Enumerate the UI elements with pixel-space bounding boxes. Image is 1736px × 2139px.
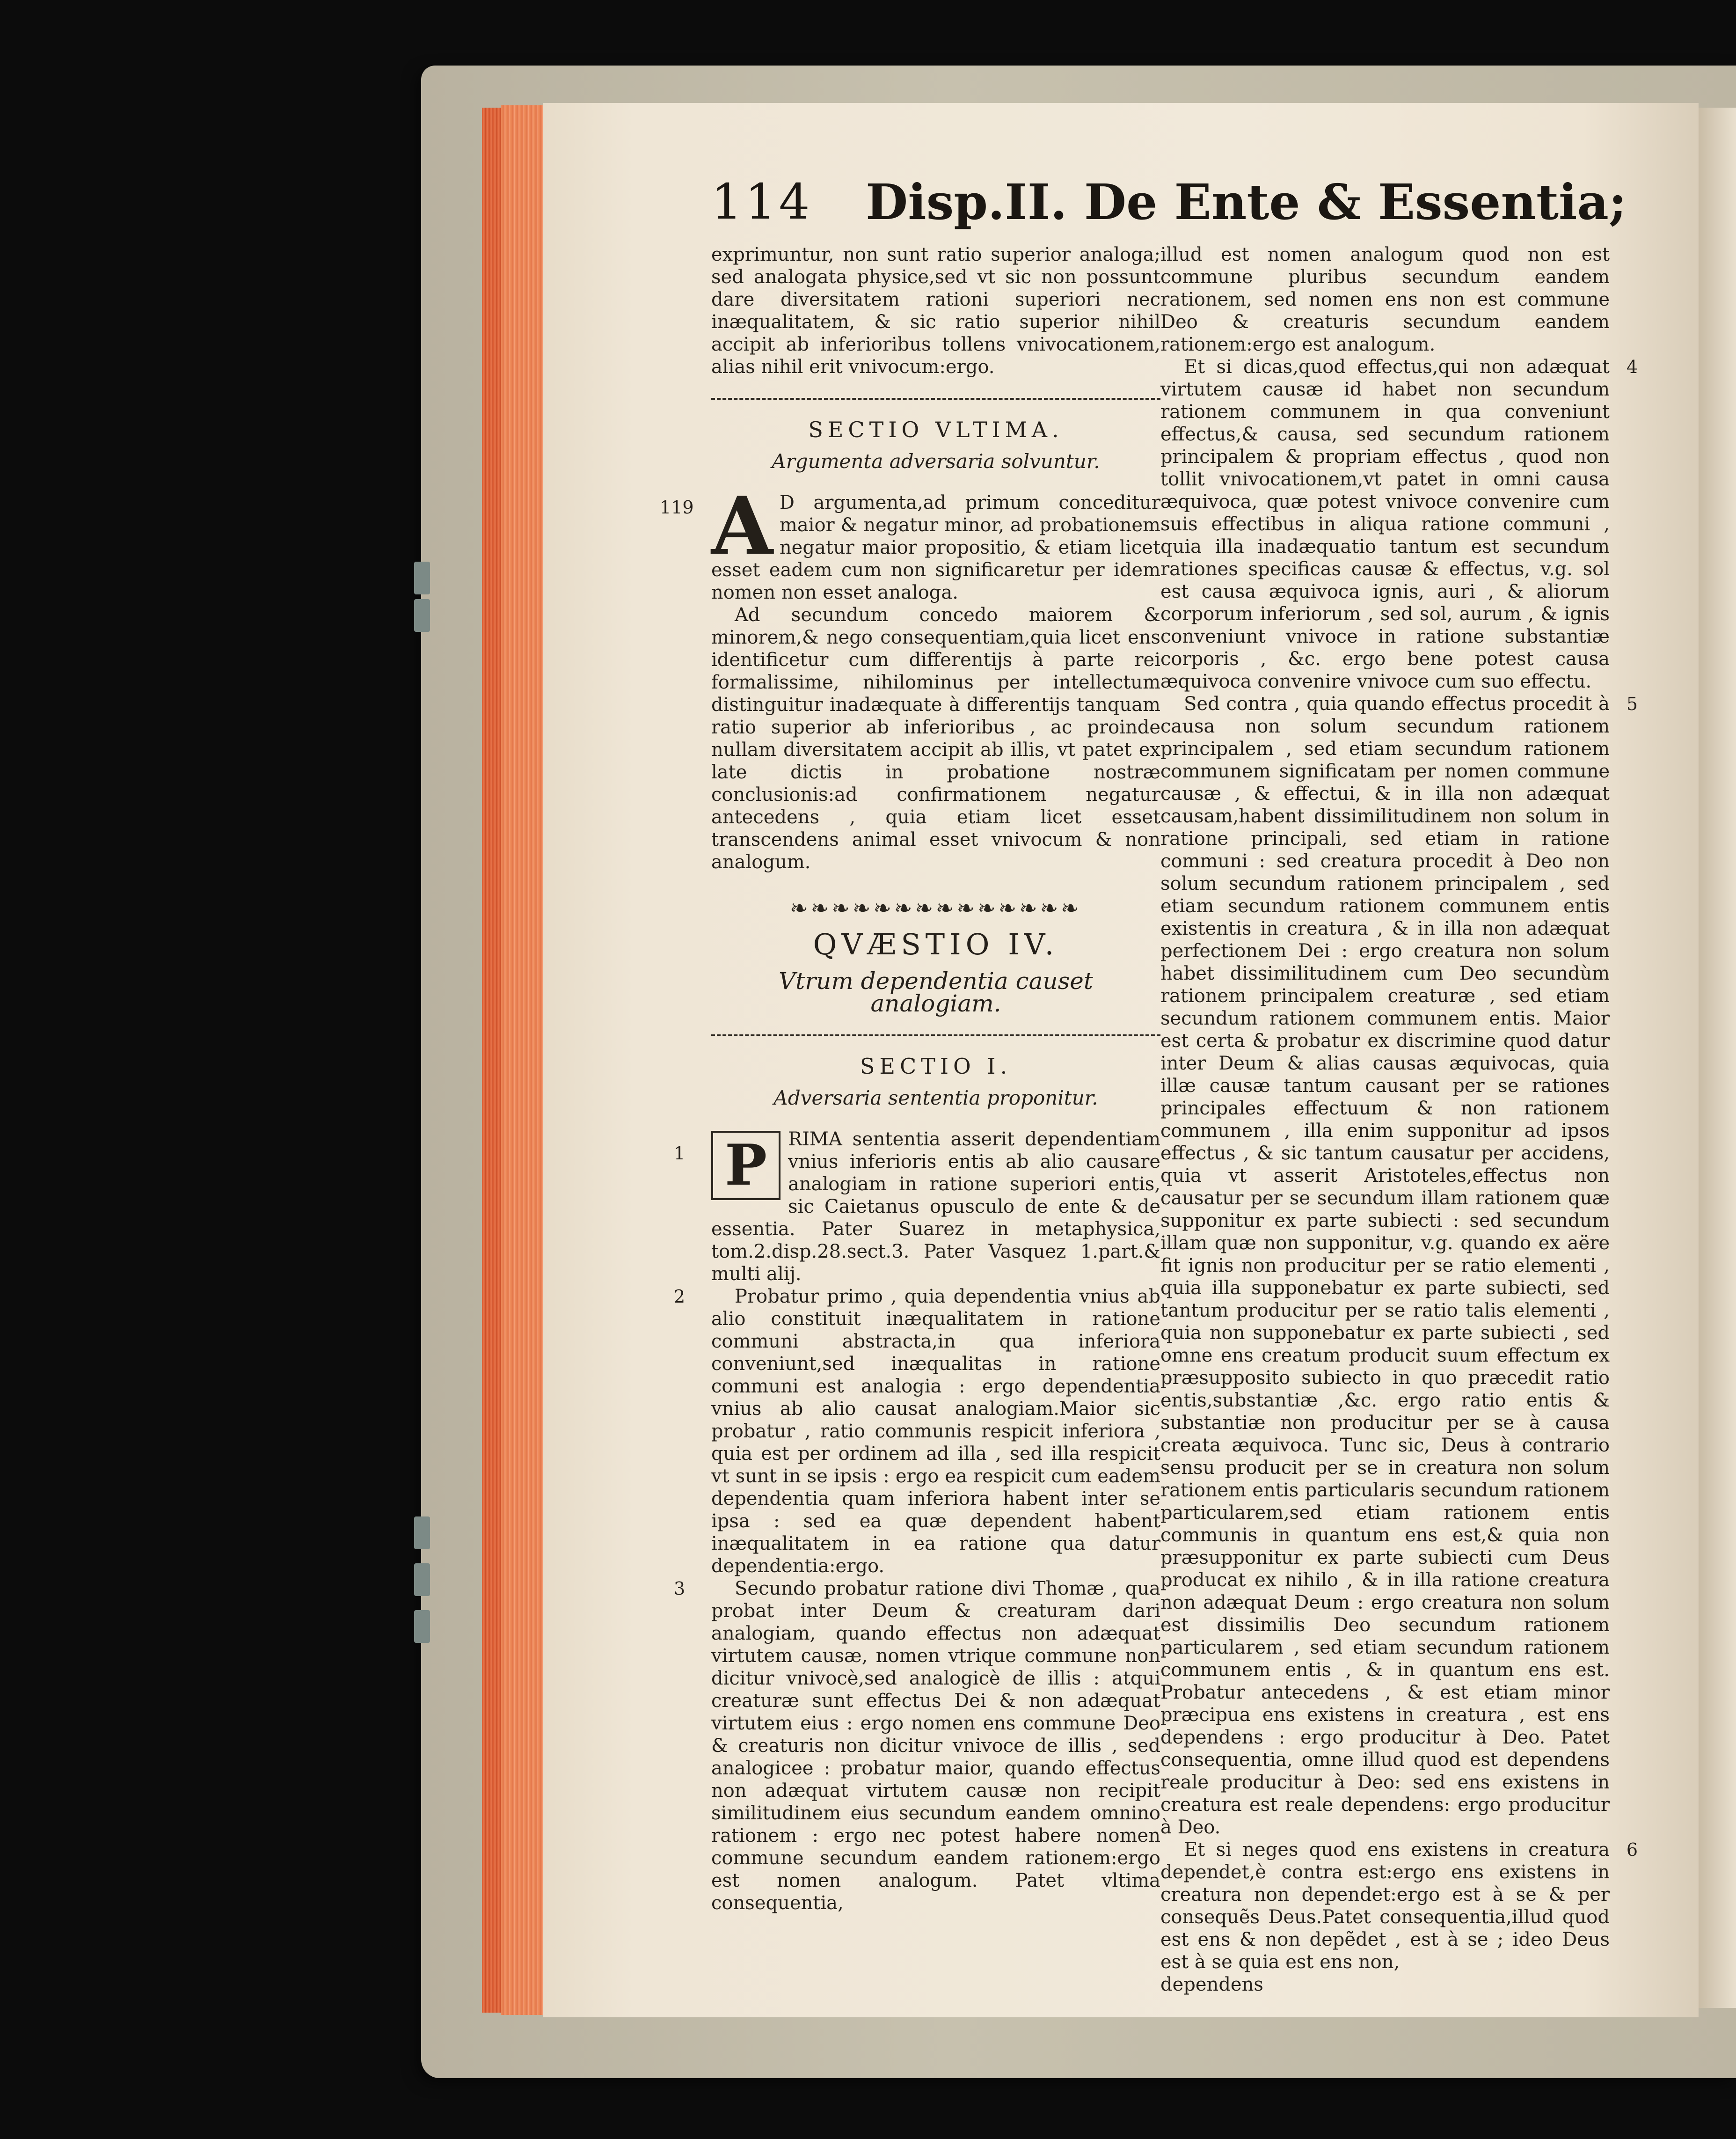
margin-number: 6 <box>1626 1839 1638 1860</box>
paragraph: RIMA sententia asserit dependentiam vnius inferioris entis ab alio causare analogiam in ratione superiori entis, sic Caietanus opusculo de ente & de essentia. Pater Suarez in metaphysica, tom.2.disp.28.sect.3. Pater Vasquez 1.part.& multi alij. <box>711 1128 1160 1285</box>
clasp <box>414 1563 430 1596</box>
divider <box>711 1034 1160 1036</box>
margin-number: 1 <box>674 1143 686 1164</box>
left-column <box>660 243 1160 1914</box>
paragraph-block <box>1160 693 1638 1839</box>
facing-page-edge <box>1699 108 1736 2008</box>
paragraph: exprimuntur, non sunt ratio superior analoga; sed analogata physice,sed vt sic non possunt dare diversitatem rationi superiori nec inæqualitatem, & sic ratio superior nihil accipit ab inferioribus tollens vnivocationem, alias nihil erit vnivocum:ergo. <box>711 244 1160 378</box>
clasp <box>414 599 430 632</box>
margin-number: 3 <box>674 1578 686 1599</box>
right-column <box>1160 243 1638 1996</box>
section-subtitle: Adversaria sententia proponitur. <box>773 1086 1098 1109</box>
paragraph-block <box>674 1577 1160 1914</box>
page-edges <box>501 105 543 2015</box>
catchword: dependens <box>1160 1974 1263 1995</box>
ornament-band: ❧❧❧❧❧❧❧❧❧❧❧❧❧❧ <box>790 895 1082 921</box>
drop-cap: A <box>711 479 773 573</box>
paragraph-block <box>674 1128 1160 1285</box>
book-page <box>543 103 1699 2017</box>
question-heading: QVÆSTIO IV. <box>813 927 1059 961</box>
paragraph: Sed contra , quia quando effectus procedit à causa non solum secundum rationem principalem , sed etiam secundum rationem communem significatam per nomen commune causæ , & effectui, & in illa non adæquat causam,habent dissimilitudinem non solum in ratione principali, sed etiam in ratione communi : sed creatura procedit à Deo non solum secundum rationem principalem , sed etiam secundum rationem communem entis existentis in creatura , & in illa non adæquat perfectionem Dei : ergo creatura non solum habet dissimilitudinem cum Deo secundùm rationem principalem creaturæ , sed etiam secundum rationem communem entis. Maior est certa & probatur ex discrimine quod datur inter Deum & alias causas æquivocas, quia illæ causæ tantum causant per se rationes principales effectuum & non rationem communem , illa enim supponitur ad ipsos effectus , & sic tantum causatur per accidens, quia vt asserit Aristoteles,effectus non causatur per se secundum illam rationem quæ supponitur ex parte subiecti : sed secundum illam quæ non supponitur, v.g. quando ex aëre fit ignis non producitur per se ratio elementi , quia illa supponebatur ex parte subiecti, sed tantum producitur per se ratio talis elementi , quia non supponebatur ex parte subiecti , sed omne ens creatum producit suum effectum ex præsupposito subiecto in quo præcedit ratio entis,substantiæ ,&c. ergo ratio entis & substantiæ non producitur per se à causa creata æquivoca. Tunc sic, Deus à contrario sensu producit per se in creatura non solum rationem entis particularis secundum rationem particularem,sed etiam rationem entis communis in quantum ens est,& quia non præsupponitur ex parte subiecti cum Deus producat ex nihilo , & in illa ratione creatura non adæquat Deum : ergo creatura non solum est dissimilis Deo secundum rationem particularem , sed etiam secundum rationem communem entis , & in quantum ens est. Probatur antecedens , & est etiam minor præcipua ens existens in creatura , est ens dependens : ergo producitur à Deo. Patet consequentia, omne illud quod est dependens reale producitur à Deo: sed ens existens in creatura est reale dependens: ergo producitur à Deo. <box>1160 693 1610 1838</box>
divider <box>711 398 1160 400</box>
margin-number: 2 <box>674 1286 686 1307</box>
section-heading: SECTIO I. <box>860 1054 1012 1079</box>
paragraph: Probatur primo , quia dependentia vnius ab alio constituit inæqualitatem in ratione communi abstracta,in qua inferiora conveniunt,sed inæqualitas in ratione communi est analogia : ergo dependentia vnius ab alio causat analogiam.Maior sic probatur , ratio communis respicit inferiora , quia est per ordinem ad illa , sed illa respicit vt sunt in se ipsis : ergo ea respicit cum eadem dependentia quam inferiora habent inter se ipsa : sed ea quæ dependent habent inæqualitatem in ea ratione qua datur dependentia:ergo. <box>711 1286 1160 1577</box>
paragraph: Et si neges quod ens existens in creatura dependet,è contra est:ergo ens existens in creatura non dependet:ergo est à se & per consequẽs Deus.Patet consequentia,illud quod est ens & non depẽdet , est à se ; ideo Deus est à se quia est ens non, <box>1160 1839 1610 1973</box>
page-header <box>711 173 1666 234</box>
paragraph: Ad secundum concedo maiorem & minorem,& nego consequentiam,quia licet ens identificetur cum differentijs à parte rei formalissime, nihilominus per intellectum distinguitur inadæquate à differentijs tanquam ratio superior ab inferioribus , ac proinde nullam diversitatem accipit ab illis, vt patet ex late dictis in probatione nostræ conclusionis:ad confirmationem negatur antecedens , quia etiam licet esset transcendens animal esset vnivocum & non analogum. <box>711 604 1160 873</box>
paragraph-block <box>1160 356 1638 693</box>
paragraph: Secundo probatur ratione divi Thomæ , qua probat inter Deum & creaturam dari analogiam, quando effectus non adæquat virtutem causæ, nomen vtrique commune non dicitur vnivocè,sed analogicè de illis : atqui creaturæ sunt effectus Dei & non adæquat virtutem eius : ergo nomen ens commune Deo & creaturis non dicitur vnivoce de illis , sed analogicee : probatur maior, quando effectus non adæquat virtutem causæ non recipit similitudinem eius secundum eandem omnino rationem : ergo nec potest habere nomen commune secundum eandem rationem:ergo est nomen analogum. Patet vltima consequentia, <box>711 1578 1160 1914</box>
paragraph-block <box>674 1285 1160 1577</box>
paragraph-block <box>660 479 1160 604</box>
section-subtitle: Argumenta adversaria solvuntur. <box>772 450 1100 473</box>
clasp <box>414 1516 430 1549</box>
question-title: Vtrum dependentia causet analogiam. <box>779 967 1093 1017</box>
margin-number: 119 <box>660 497 694 518</box>
clasp <box>414 1610 430 1643</box>
paragraph: Et si dicas,quod effectus,qui non adæquat virtutem causæ id habet non secundum rationem communem in qua conveniunt effectus,& causa, sed secundum rationem principalem & propriam effectus , quod non tollit vnivocationem,vt patet in omni causa æquivoca, quæ potest vnivoce convenire cum suis effectibus in aliqua ratione communi , quia illa inadæquatio tantum est secundum rationes specificas causæ & effectus, v.g. sol est causa æquivoca ignis, auri , & aliorum corporum inferiorum , sed sol, aurum , & ignis conveniunt vnivoce in ratione substantiæ corporis , &c. ergo bene potest causa æquivoca convenire vnivoce cum suo effectu. <box>1160 356 1610 692</box>
margin-number: 4 <box>1626 357 1638 377</box>
page-number: 114 <box>711 173 813 230</box>
paragraph: D argumenta,ad primum conceditur maior & negatur minor, ad probationem negatur maior propositio, & etiam licet esset eadem cum non significaretur per idem nomen non esset analoga. <box>711 492 1160 603</box>
margin-number: 5 <box>1626 694 1638 714</box>
paragraph: illud est nomen analogum quod non est commune pluribus secundum eandem rationem, sed nomen ens non est commune Deo & creaturis secundum eandem rationem:ergo est analogum. <box>1160 244 1610 355</box>
page-block-edge <box>482 108 501 2013</box>
drop-cap: P <box>711 1131 780 1200</box>
running-head: Disp.II. De Ente & Essentia; <box>866 173 1627 231</box>
paragraph-block <box>1160 1839 1638 1973</box>
clasp <box>414 562 430 594</box>
section-heading: SECTIO VLTIMA. <box>808 417 1064 442</box>
